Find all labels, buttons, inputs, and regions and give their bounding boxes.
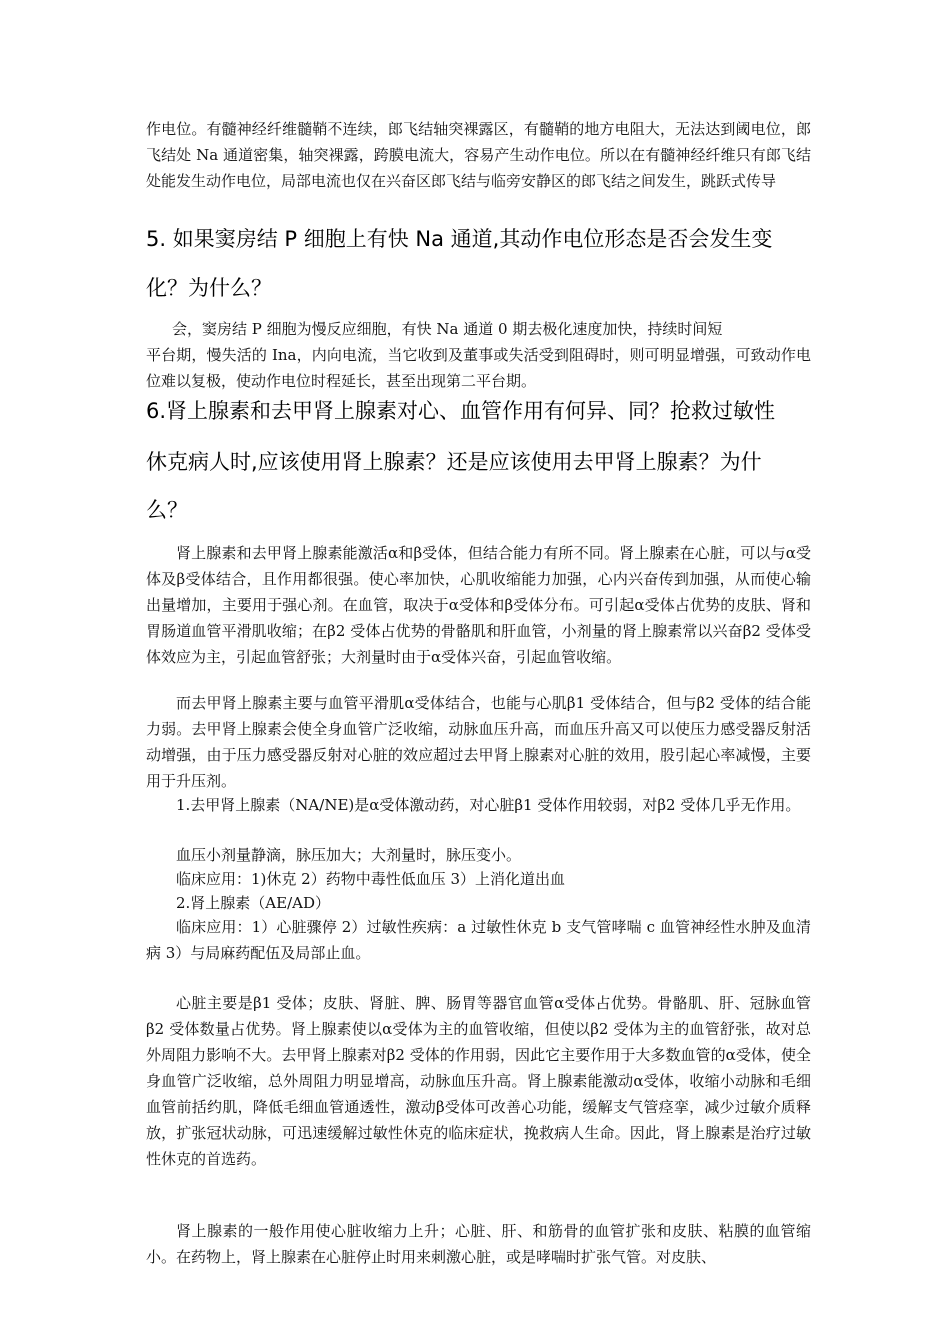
answer-5-body: 平台期，慢失活的 Ina，内向电流，当它收到及董事或失活受到阻碍时，则可明显增强，可致动作电位难以复极，使动作电位时程延长，甚至出现第二平台期。 bbox=[146, 346, 811, 390]
question-5-line-1: 5. 如果窦房结 P 细胞上有快 Na 通道,其动作电位形态是否会发生变 bbox=[146, 227, 773, 251]
question-6-line-1: 6.肾上腺素和去甲肾上腺素对心、血管作用有何异、同？抢救过敏性 bbox=[146, 399, 776, 423]
answer-6-paragraph-9: 肾上腺素的一般作用使心脏收缩力上升；心脏、肝、和筋骨的血管扩张和皮肤、粘膜的血管缩小。在药物上，肾上腺素在心脏停止时用来刺激心脏，或是哮喘时扩张气管。对皮肤、 bbox=[146, 1222, 811, 1266]
answer-6-paragraph-7: 临床应用：1）心脏骤停 2）过敏性疾病：a 过敏性休克 b 支气管哮喘 c 血管神经性水肿及血清病 3）与局麻药配伍及局部止血。 bbox=[146, 918, 811, 962]
answer-6-paragraph-1: 肾上腺素和去甲肾上腺素能激活α和β受体，但结合能力有所不同。肾上腺素在心脏，可以与α受体及β受体结合，且作用都很强。使心率加快，心肌收缩能力加强，心内兴奋传到加强，从而使心输出量增加，主要用于强心剂。在血管，取决于α受体和β受体分布。可引起α受体占优势的皮肤、肾和胃肠道血管平滑肌收缩；在β2 受体占优势的骨骼肌和肝血管，小剂量的肾上腺素常以兴奋β2 受体受体效应为主，引起血管舒张；大剂量时由于α受体兴奋，引起血管收缩。 bbox=[146, 544, 811, 666]
answer-6-paragraph-5: 临床应用：1)休克 2）药物中毒性低血压 3）上消化道出血 bbox=[176, 870, 566, 888]
answer-6-paragraph-4: 血压小剂量静滴，脉压加大；大剂量时，脉压变小。 bbox=[176, 846, 522, 864]
paragraph-myelinated-conduction: 作电位。有髓神经纤维髓鞘不连续，郎飞结轴突裸露区，有髓鞘的地方电阻大，无法达到阈电位，郎飞结处 Na 通道密集，轴突裸露，跨膜电流大，容易产生动作电位。所以在有髓神经纤维只有郎飞结处能发生动作电位，局部电流也仅在兴奋区郎飞结与临旁安静区的郎飞结之间发生，跳跃式传导 bbox=[146, 120, 811, 190]
question-6-line-2: 休克病人时,应该使用肾上腺素？还是应该使用去甲肾上腺素？为什 bbox=[146, 450, 762, 474]
question-6-line-3: 么？ bbox=[146, 498, 188, 522]
answer-6-paragraph-3: 1.去甲肾上腺素（NA/NE)是α受体激动药，对心脏β1 受体作用较弱，对β2 受体几乎无作用。 bbox=[176, 796, 801, 814]
answer-5-line-1: 会，窦房结 P 细胞为慢反应细胞，有快 Na 通道 0 期去极化速度加快，持续时间短 bbox=[172, 320, 723, 338]
question-5-line-2: 化？为什么？ bbox=[146, 276, 272, 300]
answer-6-paragraph-8: 心脏主要是β1 受体；皮肤、肾脏、脾、肠胃等器官血管α受体占优势。骨骼肌、肝、冠脉血管β2 受体数量占优势。肾上腺素使以α受体为主的血管收缩，但使以β2 受体为主的血管舒张，故对总外周阻力影响不大。去甲肾上腺素对β2 受体的作用弱，因此它主要作用于大多数血管的α受体，使全身血管广泛收缩，总外周阻力明显增高，动脉血压升高。肾上腺素能激动α受体，收缩小动脉和毛细血管前括约肌，降低毛细血管通透性，激动β受体可改善心功能，缓解支气管痉挛，减少过敏介质释放，扩张冠状动脉，可迅速缓解过敏性休克的临床症状，挽救病人生命。因此，肾上腺素是治疗过敏性休克的首选药。 bbox=[146, 994, 811, 1168]
answer-6-paragraph-2: 而去甲肾上腺素主要与血管平滑肌α受体结合，也能与心肌β1 受体结合，但与β2 受体的结合能力弱。去甲肾上腺素会使全身血管广泛收缩，动脉血压升高，而血压升高又可以使压力感受器反射活动增强，由于压力感受器反射对心脏的效应超过去甲肾上腺素对心脏的效用，股引起心率减慢，主要用于升压剂。 bbox=[146, 694, 811, 790]
answer-6-paragraph-6: 2.肾上腺素（AE/AD） bbox=[176, 894, 331, 912]
